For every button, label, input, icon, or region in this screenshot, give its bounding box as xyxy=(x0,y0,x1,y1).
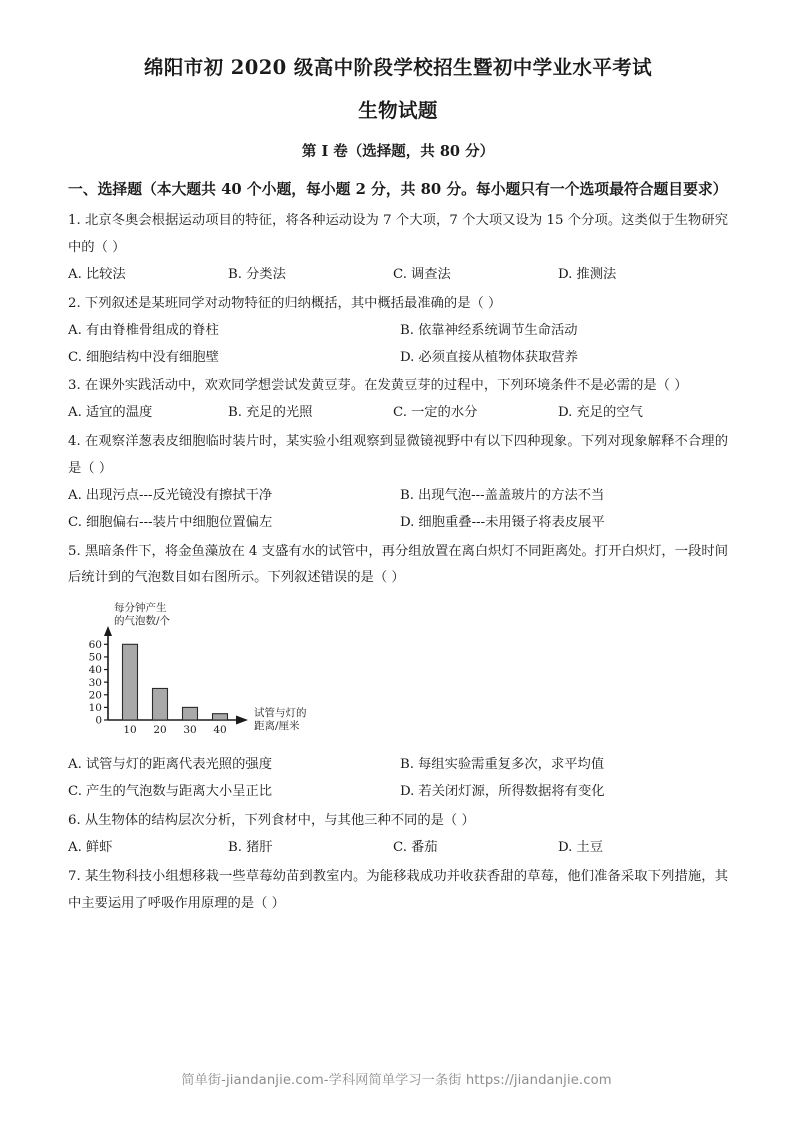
option-label: D. xyxy=(400,349,415,365)
y-axis-tick-label: 30 xyxy=(88,677,102,690)
option-b[interactable] xyxy=(228,400,393,427)
option-text: 依靠神经系统调节生命活动 xyxy=(418,322,578,338)
option-label: C. xyxy=(393,405,407,421)
option-text: 出现气泡---盖盖玻片的方法不当 xyxy=(418,487,605,503)
option-d[interactable] xyxy=(400,779,732,806)
option-label: B. xyxy=(400,322,414,338)
option-text: 推测法 xyxy=(576,266,617,282)
y-axis-tick-label: 10 xyxy=(88,702,102,715)
x-axis-arrow xyxy=(236,716,248,725)
option-label: A. xyxy=(68,405,82,421)
y-axis-tick-label: 50 xyxy=(88,651,102,664)
option-b[interactable] xyxy=(400,318,732,345)
option-label: A. xyxy=(68,839,82,855)
question-1 xyxy=(68,208,728,289)
option-text: 番茄 xyxy=(410,839,438,855)
option-a[interactable] xyxy=(68,318,400,345)
option-text: 细胞结构中没有细胞壁 xyxy=(85,349,219,365)
option-text: 产生的气泡数与距离大小呈正比 xyxy=(85,784,273,800)
option-text: 试管与灯的距离代表光照的强度 xyxy=(85,757,272,773)
y-axis-arrow xyxy=(104,626,112,636)
option-label: C. xyxy=(393,266,407,282)
option-text: 比较法 xyxy=(85,266,126,282)
option-label: A. xyxy=(68,757,82,773)
question-stem: 6. 从生物体的结构层次分析，下列食材中，与其他三种不同的是（ ） xyxy=(68,812,475,828)
option-label: B. xyxy=(228,266,242,282)
y-axis-ticks xyxy=(89,639,108,727)
x-axis-label-line2: 距离/厘米 xyxy=(254,720,300,733)
y-axis-label-line2: 的气泡数/个 xyxy=(114,615,171,628)
option-c[interactable] xyxy=(393,835,558,862)
option-label: C. xyxy=(68,784,82,800)
question-stem: 2. 下列叙述是某班同学对动物特征的归纳概括，其中概括最准确的是（ ） xyxy=(68,295,502,311)
option-d[interactable] xyxy=(558,835,723,862)
option-label: B. xyxy=(400,757,414,773)
option-row xyxy=(68,483,728,510)
option-label: D. xyxy=(558,266,573,282)
option-text: 充足的空气 xyxy=(576,405,643,421)
page-subtitle: 生物试题 xyxy=(358,99,438,123)
y-axis-tick-label: 20 xyxy=(88,689,102,702)
option-a[interactable] xyxy=(68,752,400,779)
page-title: 绵阳市初 2020 级高中阶段学校招生暨初中学业水平考试 xyxy=(143,56,653,79)
figure-bubble-count-chart xyxy=(68,598,728,750)
option-row xyxy=(68,318,728,345)
option-label: B. xyxy=(228,405,242,421)
question-2 xyxy=(68,291,728,372)
option-label: B. xyxy=(228,839,242,855)
question-3 xyxy=(68,373,728,427)
option-a[interactable] xyxy=(68,400,228,427)
y-axis-label-line1: 每分钟产生 xyxy=(114,602,167,615)
question-stem: 1. 北京冬奥会根据运动项目的特征，将各种运动设为 7 个大项，7 个大项又设为 15 个分项。这类似于生物研究中的（ ） xyxy=(68,213,728,256)
x-axis-tick-label: 40 xyxy=(213,724,227,737)
question-5 xyxy=(68,539,728,806)
question-6 xyxy=(68,808,728,862)
option-text: 每组实验需重复多次，求平均值 xyxy=(418,757,605,773)
option-label: D. xyxy=(558,405,573,421)
part-title: 第 I 卷（选择题，共 80 分） xyxy=(301,142,495,160)
option-label: D. xyxy=(558,839,573,855)
option-text: 细胞重叠---未用镊子将表皮展平 xyxy=(418,514,605,530)
option-d[interactable] xyxy=(558,400,723,427)
option-text: 调查法 xyxy=(410,266,451,282)
y-axis-tick-label: 0 xyxy=(95,714,102,727)
option-b[interactable] xyxy=(228,835,393,862)
option-b[interactable] xyxy=(400,483,732,510)
option-c[interactable] xyxy=(68,779,400,806)
option-row xyxy=(68,779,728,806)
option-d[interactable] xyxy=(400,510,732,537)
option-row xyxy=(68,345,728,372)
page-content xyxy=(68,55,728,919)
option-text: 分类法 xyxy=(246,266,286,282)
section-heading: 一、选择题（本大题共 40 个小题，每小题 2 分，共 80 分。每小题只有一个选项最符合题目要求） xyxy=(68,181,728,199)
option-a[interactable] xyxy=(68,262,228,289)
option-d[interactable] xyxy=(400,345,732,372)
option-text: 鲜虾 xyxy=(85,839,113,855)
option-row xyxy=(68,400,728,427)
option-text: 若关闭灯源，所得数据将有变化 xyxy=(418,784,605,800)
option-label: D. xyxy=(400,784,415,800)
option-label: C. xyxy=(68,349,82,365)
x-axis-tick-labels xyxy=(123,724,226,736)
option-text: 充足的光照 xyxy=(246,405,313,421)
bar xyxy=(123,645,138,721)
question-4 xyxy=(68,429,728,536)
option-text: 适宜的温度 xyxy=(85,405,153,421)
footer-watermark: 简单街-jiandanjie.com-学科网简单学习一条街 https://jiandanjie.com xyxy=(181,1073,612,1088)
option-row xyxy=(68,835,728,862)
x-axis-label-line1: 试管与灯的 xyxy=(254,707,307,720)
option-label: A. xyxy=(68,322,82,338)
option-label: C. xyxy=(68,514,82,530)
option-label: D. xyxy=(400,514,415,530)
option-text: 必须直接从植物体获取营养 xyxy=(418,349,578,365)
x-axis-tick-label: 30 xyxy=(183,724,197,737)
option-a[interactable] xyxy=(68,483,400,510)
question-7 xyxy=(68,864,728,918)
option-text: 土豆 xyxy=(576,839,604,855)
x-axis-tick-label: 20 xyxy=(153,724,167,737)
option-c[interactable] xyxy=(393,262,558,289)
option-text: 出现污点---反光镜没有擦拭干净 xyxy=(85,487,273,503)
option-label: B. xyxy=(400,487,414,503)
question-stem: 4. 在观察洋葱表皮细胞临时装片时，某实验小组观察到显微镜视野中有以下四种现象。下列对现象解释不合理的是（ ） xyxy=(68,434,728,476)
option-a[interactable] xyxy=(68,835,228,862)
bar xyxy=(153,689,168,721)
y-axis-tick-label: 40 xyxy=(88,664,102,677)
option-label: A. xyxy=(68,266,82,282)
option-c[interactable] xyxy=(68,345,400,372)
question-stem: 3. 在课外实践活动中，欢欢同学想尝试发黄豆芽。在发黄豆芽的过程中，下列环境条件不是必需的是（ ） xyxy=(68,378,688,394)
x-axis-tick-label: 10 xyxy=(123,724,137,737)
bar xyxy=(213,714,228,720)
option-row xyxy=(68,262,728,289)
question-stem: 7. 某生物科技小组想移栽一些草莓幼苗到教室内。为能移栽成功并收获香甜的草莓，他们准备采取下列措施，其中主要运用了呼吸作用原理的是（ ） xyxy=(68,868,728,911)
option-d[interactable] xyxy=(558,262,723,289)
option-text: 细胞偏右---装片中细胞位置偏左 xyxy=(85,514,273,530)
question-stem: 5. 黑暗条件下，将金鱼藻放在 4 支盛有水的试管中，再分组放置在离白炽灯不同距离处。打开白炽灯，一段时间后统计到的气泡数目如右图所示。下列叙述错误的是（ ） xyxy=(68,543,728,586)
bar xyxy=(183,708,198,721)
option-b[interactable] xyxy=(400,752,732,779)
option-b[interactable] xyxy=(228,262,393,289)
bar-series xyxy=(123,645,228,721)
option-c[interactable] xyxy=(68,510,400,537)
option-c[interactable] xyxy=(393,400,558,427)
y-axis-tick-label: 60 xyxy=(88,639,102,652)
option-label: A. xyxy=(68,487,82,503)
option-label: C. xyxy=(393,839,407,855)
option-text: 猪肝 xyxy=(246,839,273,855)
option-row xyxy=(68,752,728,779)
option-row xyxy=(68,510,728,537)
bar-chart-svg xyxy=(78,598,348,748)
bar-chart xyxy=(78,598,348,748)
option-text: 一定的水分 xyxy=(410,405,478,421)
option-text: 有由脊椎骨组成的脊柱 xyxy=(85,322,219,338)
